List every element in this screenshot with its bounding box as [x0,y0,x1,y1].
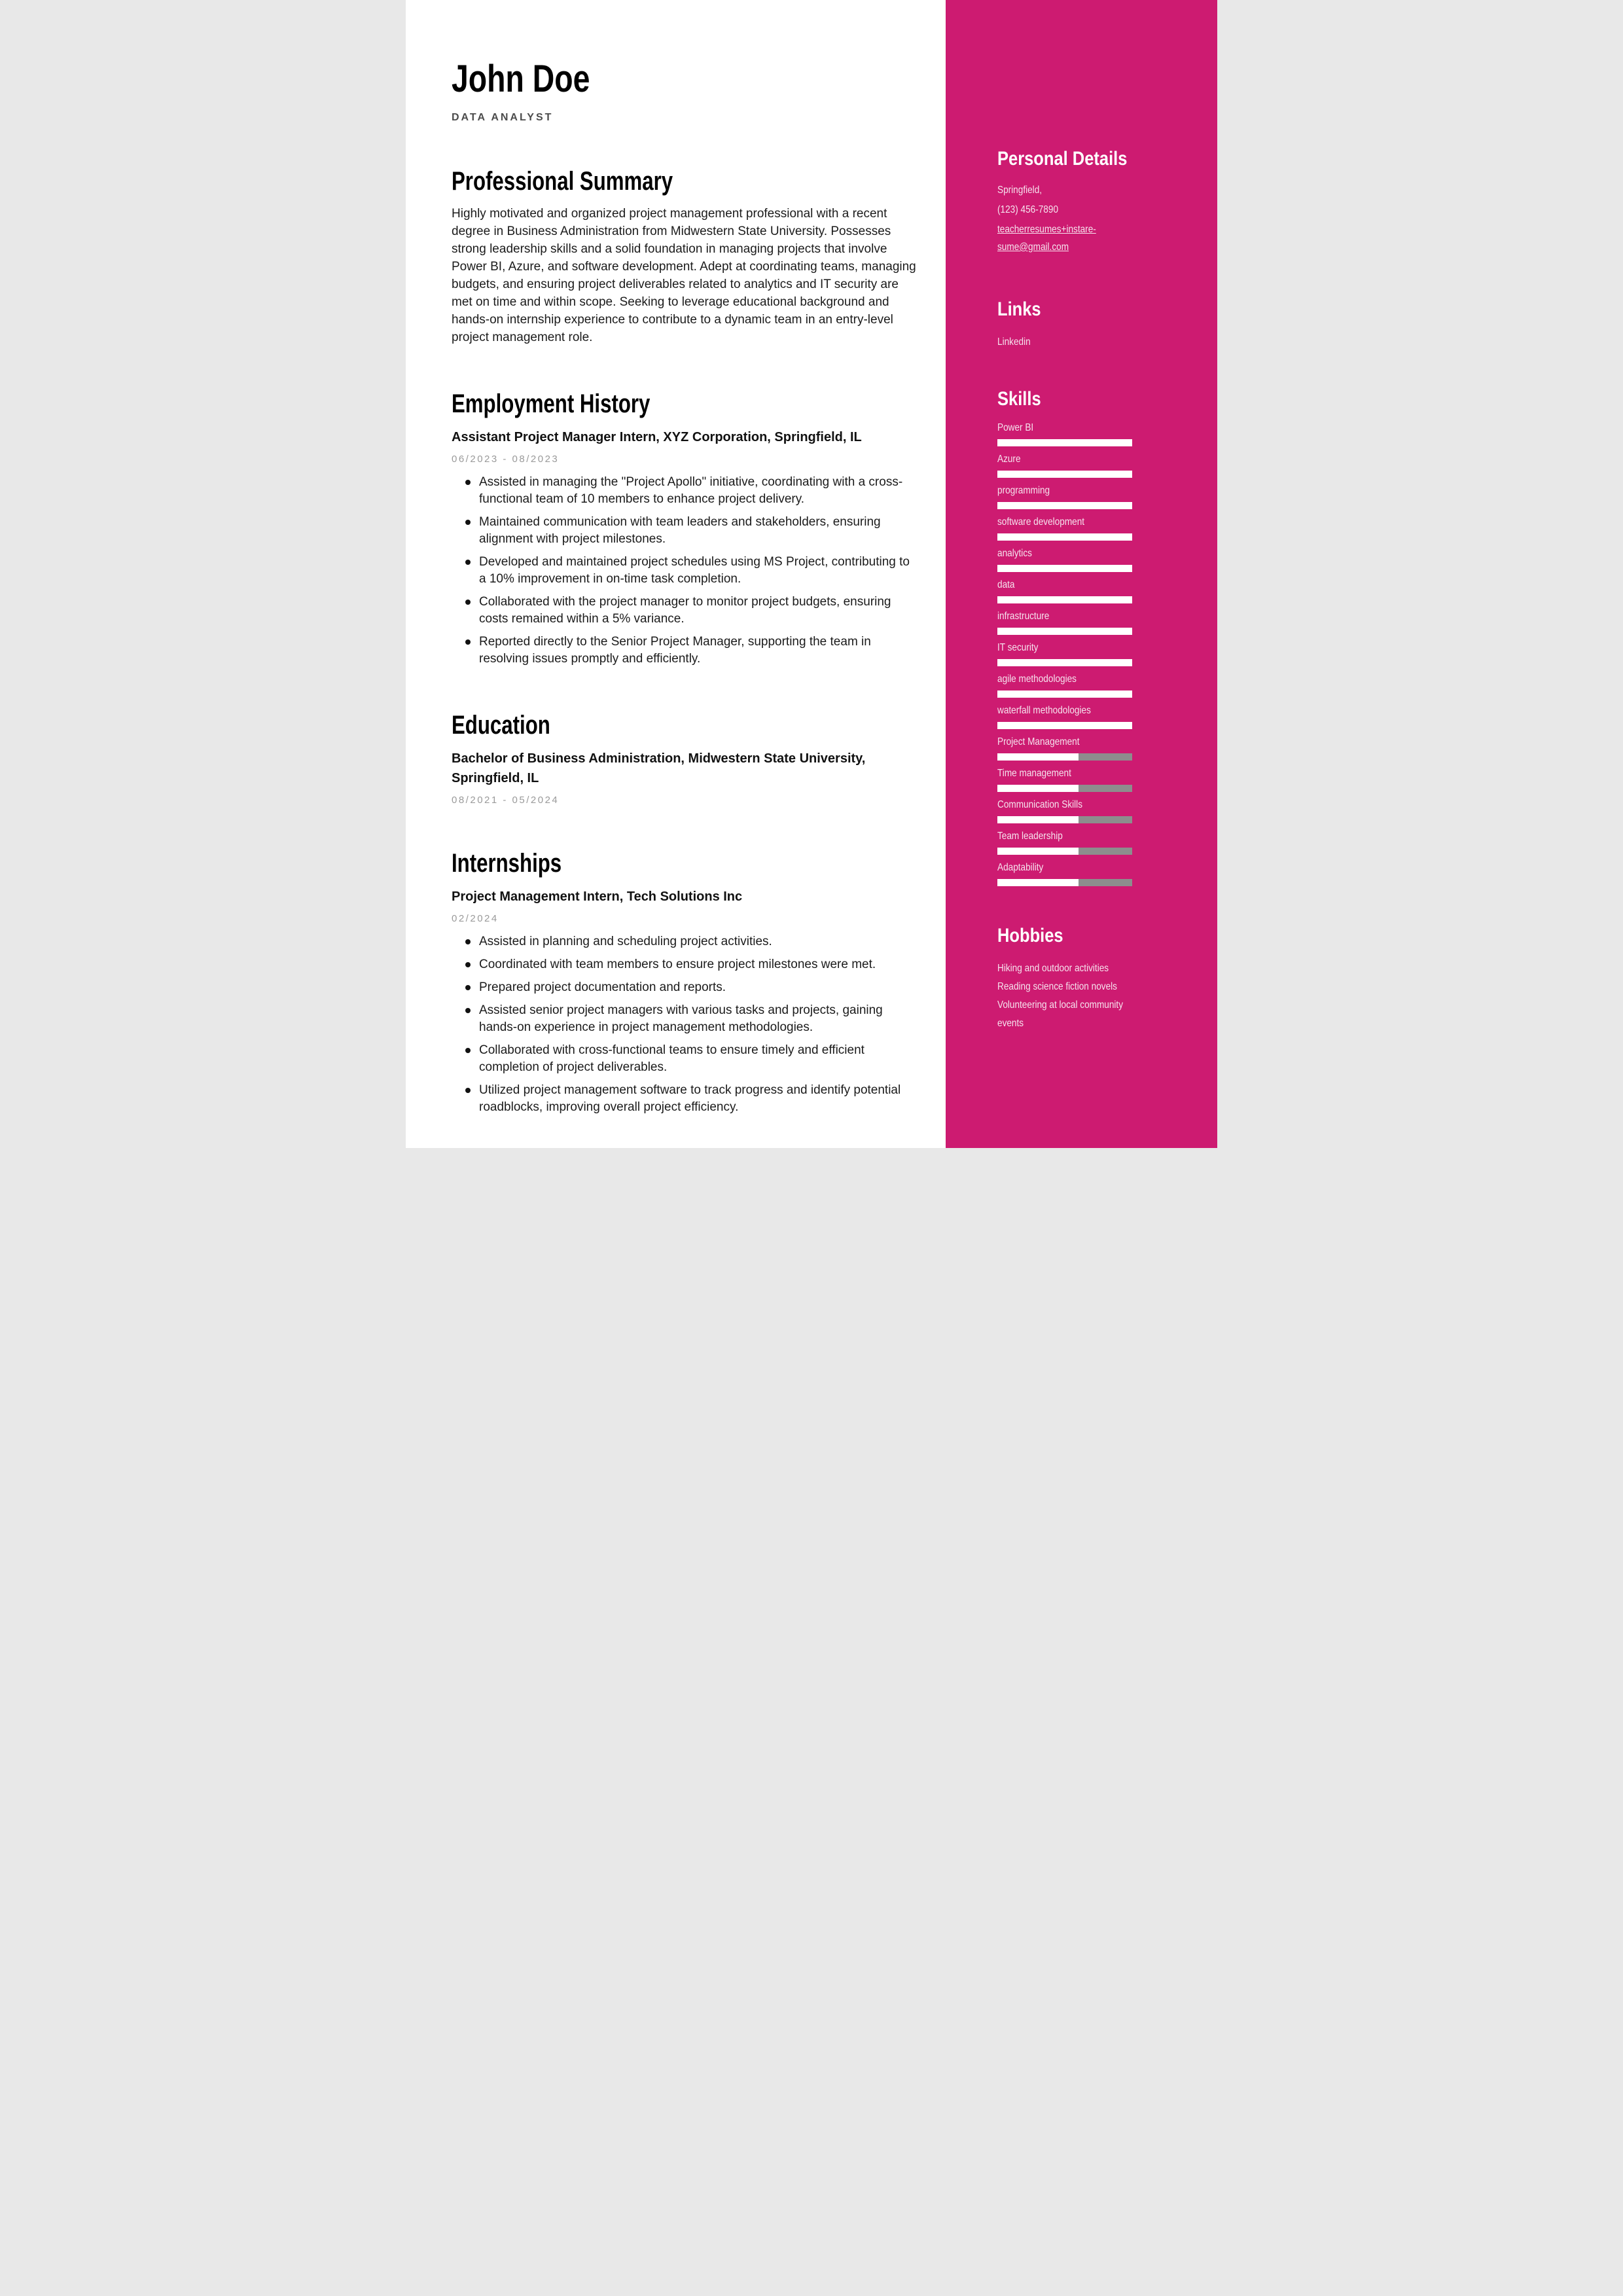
skill-label: IT security [997,642,1039,653]
skill-level-fill [997,691,1132,698]
skill-label: Team leadership [997,831,1063,842]
bullet-item: Collaborated with the project manager to monitor project budgets, ensuring costs remained within a 5% variance. [452,594,919,628]
skill-level-bar [997,628,1132,635]
skill-level-bar [997,816,1132,823]
skill-row [997,797,1217,823]
skill-row [997,672,1217,698]
internship-bullet-list [452,933,919,1116]
page-title [452,58,919,101]
candidate-name: John Doe [452,58,590,100]
skill-level-bar [997,596,1132,603]
skill-level-fill [997,659,1132,666]
skill-label: data [997,579,1015,590]
skill-row [997,640,1217,666]
skill-level-fill [997,816,1079,823]
skill-row [997,546,1217,572]
skill-level-bar [997,722,1132,729]
bullet-item: Prepared project documentation and reports. [452,979,919,996]
personal-details-heading: Personal Details [997,148,1128,170]
sidebar [946,0,1217,1148]
skill-row [997,420,1217,446]
skill-row [997,483,1217,509]
bullet-item: Developed and maintained project schedules using MS Project, contributing to a 10% improvement in on-time task completion. [452,554,919,588]
skill-label: programming [997,485,1050,496]
employment-job-title: Assistant Project Manager Intern, XYZ Corporation, Springfield, IL [452,429,862,444]
education-dates: 08/2021 - 05/2024 [452,794,560,806]
candidate-job-title: DATA ANALYST [452,111,554,123]
links-heading: Links [997,298,1041,320]
bullet-item: Assisted senior project managers with various tasks and projects, gaining hands-on experience in project management methodologies. [452,1002,919,1036]
skill-level-fill [997,848,1079,855]
skill-level-bar [997,439,1132,446]
skill-level-fill [997,785,1079,792]
skill-level-fill [997,753,1079,761]
skill-level-bar [997,879,1132,886]
personal-email [997,221,1137,256]
skill-label: software development [997,516,1085,528]
skill-label: Project Management [997,736,1080,747]
skill-level-bar [997,659,1132,666]
skill-row [997,514,1217,541]
skill-row [997,766,1217,792]
skills-heading: Skills [997,388,1041,410]
hobby-item: Volunteering at local community events [997,999,1124,1029]
skill-level-fill [997,533,1132,541]
internship-dates: 02/2024 [452,912,499,924]
skills-list [997,420,1217,886]
skill-level-fill [997,628,1132,635]
skill-level-fill [997,565,1132,572]
skill-row [997,860,1217,886]
bullet-item: Assisted in planning and scheduling project activities. [452,933,919,950]
skill-level-fill [997,439,1132,446]
bullet-item: Assisted in managing the "Project Apollo" initiative, coordinating with a cross-functional team of 10 members to enhance project delivery. [452,474,919,508]
skill-row [997,609,1217,635]
skill-row [997,829,1217,855]
personal-city: Springfield, [997,185,1043,196]
skill-label: analytics [997,548,1032,559]
summary-text: Highly motivated and organized project management professional with a recent degree in Business Administration from Midwestern State University. Possesses strong leadership skills and a solid foundation in managing projects that involve Power BI, Azure, and software development. Adept at coordinating teams, managing budgets, and ensuring project deliverables related to analytics and IT security are met on time and within scope. Seeking to leverage educational background and hands-on internship experience to contribute to a dynamic team in an entry-level project management role. [452,206,916,344]
skill-level-fill [997,502,1132,509]
skill-label: waterfall methodologies [997,705,1091,716]
employment-bullet-list [452,474,919,668]
skill-label: Power BI [997,422,1034,433]
skill-row [997,734,1217,761]
education-heading: Education [452,710,550,740]
skill-level-bar [997,502,1132,509]
skill-label: Communication Skills [997,799,1082,810]
skill-label: infrastructure [997,611,1050,622]
linkedin-link[interactable]: Linkedin [997,336,1031,348]
skill-level-bar [997,691,1132,698]
skill-level-fill [997,879,1079,886]
skill-level-bar [997,785,1132,792]
skill-level-fill [997,596,1132,603]
hobby-item: Hiking and outdoor activities [997,963,1109,974]
personal-phone: (123) 456-7890 [997,204,1059,215]
skill-level-bar [997,753,1132,761]
email-link[interactable]: teacherresumes+instare- sume@gmail.com [997,224,1096,253]
skill-label: Time management [997,768,1071,779]
skill-label: Azure [997,454,1021,465]
bullet-item: Coordinated with team members to ensure project milestones were met. [452,956,919,973]
skill-level-fill [997,722,1132,729]
hobbies-list [997,960,1217,1033]
hobby-item: Reading science fiction novels [997,981,1117,992]
employment-heading: Employment History [452,389,651,418]
skill-row [997,703,1217,729]
bullet-item: Maintained communication with team leaders and stakeholders, ensuring alignment with project milestones. [452,514,919,548]
skill-label: agile methodologies [997,673,1077,685]
education-degree: Bachelor of Business Administration, Midwestern State University, Springfield, IL [452,751,866,785]
skill-level-bar [997,533,1132,541]
skill-level-fill [997,471,1132,478]
main-column [452,0,919,1122]
internship-title: Project Management Intern, Tech Solutions Inc [452,889,743,904]
bullet-item: Reported directly to the Senior Project Manager, supporting the team in resolving issues promptly and efficiently. [452,634,919,668]
internships-heading: Internships [452,848,562,878]
bullet-item: Utilized project management software to track progress and identify potential roadblocks, improving overall project efficiency. [452,1082,919,1116]
summary-heading: Professional Summary [452,166,673,196]
resume-page [406,0,1217,1148]
skill-label: Adaptability [997,862,1044,873]
hobbies-heading: Hobbies [997,925,1063,946]
skill-row [997,452,1217,478]
skill-level-bar [997,848,1132,855]
skill-level-bar [997,471,1132,478]
skill-level-bar [997,565,1132,572]
employment-dates: 06/2023 - 08/2023 [452,453,560,465]
skill-row [997,577,1217,603]
bullet-item: Collaborated with cross-functional teams to ensure timely and efficient completion of project deliverables. [452,1042,919,1076]
